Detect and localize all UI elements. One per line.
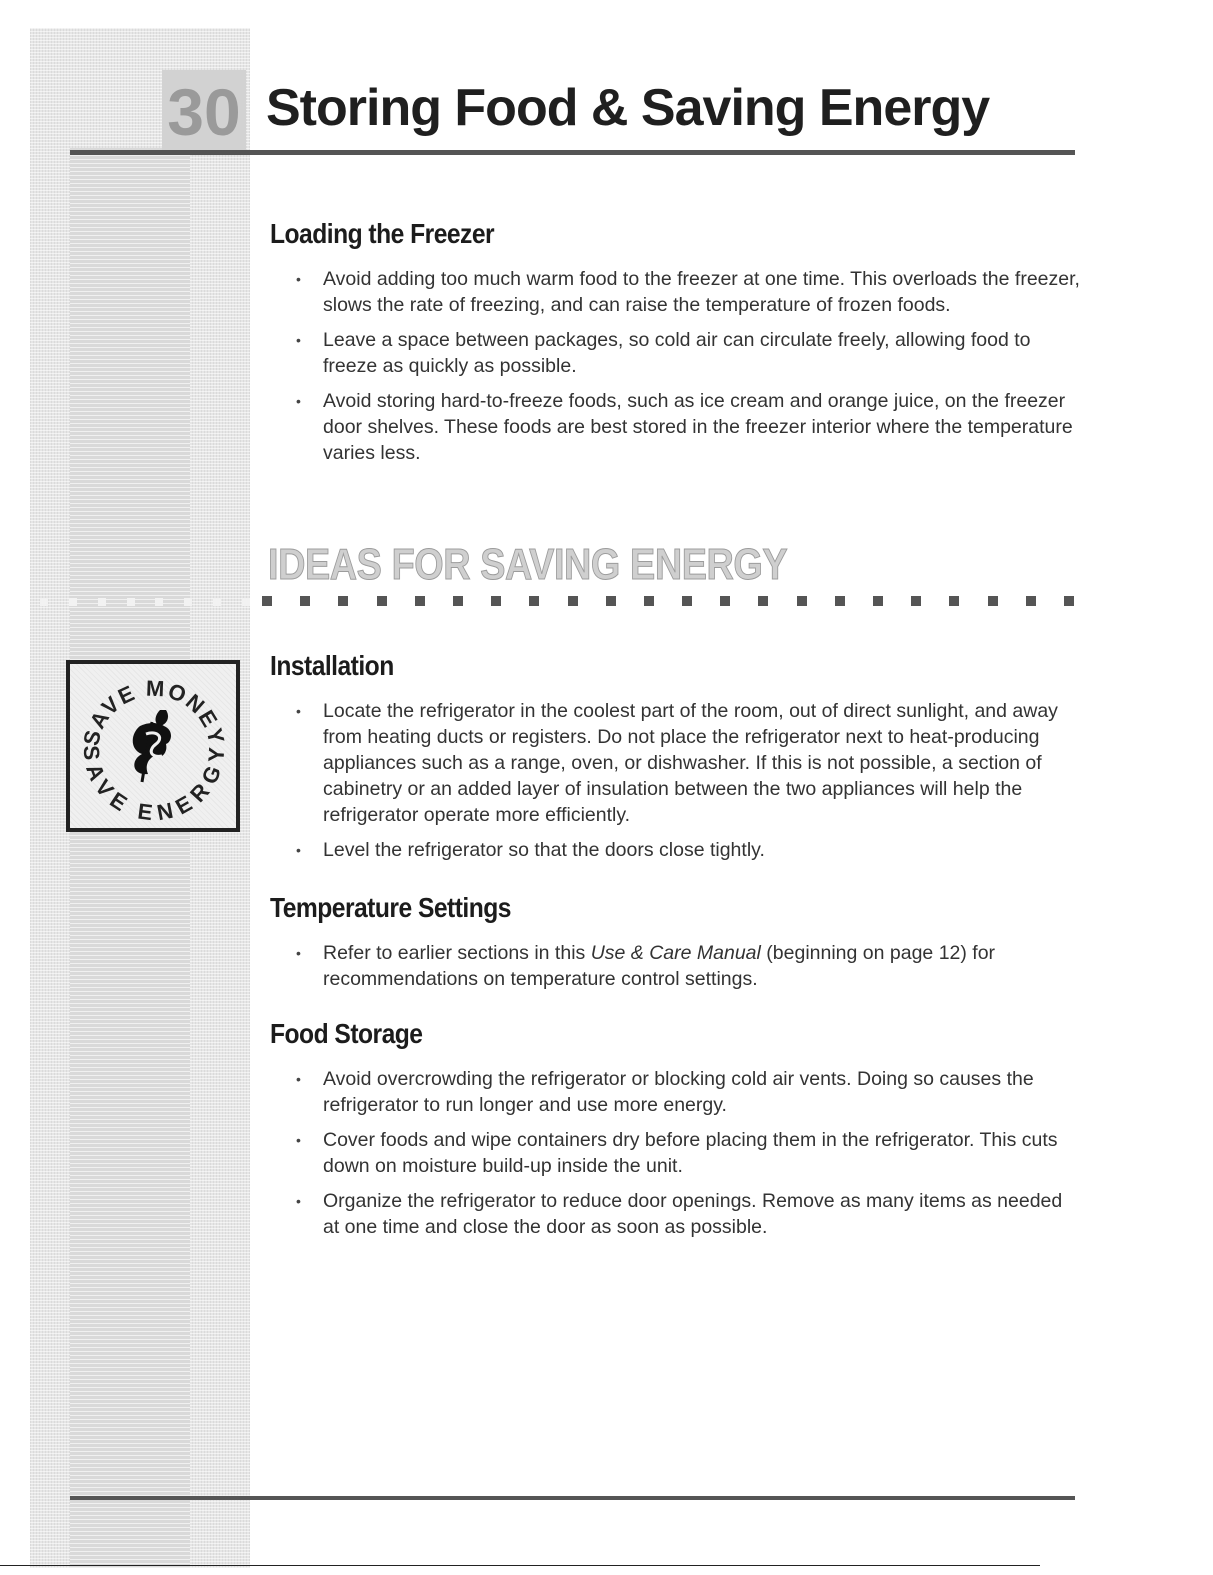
svg-text:SAVE MONEY: SAVE MONEY (78, 675, 230, 748)
page-number: 30 (162, 70, 246, 154)
save-money-save-energy-logo (66, 660, 240, 832)
temperature-list (290, 940, 1080, 1001)
dotted-divider (262, 596, 1074, 606)
svg-text:SAVE ENERGY: SAVE ENERGY (78, 744, 230, 826)
list-item: • Locate the refrigerator in the coolest part of the room, out of direct sunlight, and away from heating ducts or registers. Do not place the refrigerator next to heat-producing appliances such as a range, oven, or dishwasher. If this is not possible, a section of cabinetry or an added layer of insulation between the two appliances will help the refrigerator operate more efficiently. (290, 698, 1080, 828)
list-item: • Avoid overcrowding the refrigerator or blocking cold air vents. Doing so causes the refrigerator to run longer and use more energy. (290, 1066, 1080, 1118)
dollar-leaf-icon (70, 664, 236, 828)
list-item (290, 940, 1080, 992)
page-title: Storing Food & Saving Energy (266, 79, 990, 137)
list-item: • Avoid storing hard-to-freeze foods, such as ice cream and orange juice, on the freezer door shelves. These foods are best stored in the freezer interior where the temperature varies less. (290, 388, 1080, 466)
item-text-before: Refer to earlier sections in this (323, 942, 591, 964)
list-item: • Avoid adding too much warm food to the freezer at one time. This overloads the freezer, slows the rate of freezing, and can raise the temperature of frozen foods. (290, 266, 1080, 318)
heading-food-storage: Food Storage (270, 1018, 423, 1049)
item-text-after: (beginning on page 12) for recommendations on temperature control settings. (323, 942, 996, 990)
sidebar-dot-row (40, 598, 250, 606)
list-item: • Leave a space between packages, so cold air can circulate freely, allowing food to freeze as quickly as possible. (290, 327, 1080, 379)
heading-installation: Installation (270, 650, 394, 681)
heading-temperature-settings: Temperature Settings (270, 892, 511, 923)
loading-freezer-list (290, 266, 1080, 475)
installation-list (290, 698, 1080, 872)
footer-rule (70, 1496, 1075, 1500)
list-item: • Cover foods and wipe containers dry before placing them in the refrigerator. This cuts down on moisture build-up inside the unit. (290, 1127, 1080, 1179)
list-item: • Level the refrigerator so that the doors close tightly. (290, 837, 1080, 863)
header-rule (70, 150, 1075, 155)
page-bottom-edge (0, 1565, 1040, 1566)
manual-title: Use & Care Manual (590, 942, 761, 964)
heading-loading-freezer: Loading the Freezer (270, 218, 495, 249)
food-storage-list (290, 1066, 1080, 1249)
ideas-heading: IDEAS FOR SAVING ENERGY (268, 540, 788, 589)
sidebar-inner-pattern (70, 148, 190, 1568)
list-item: • Organize the refrigerator to reduce door openings. Remove as many items as needed at one time and close the door as soon as possible. (290, 1188, 1080, 1240)
